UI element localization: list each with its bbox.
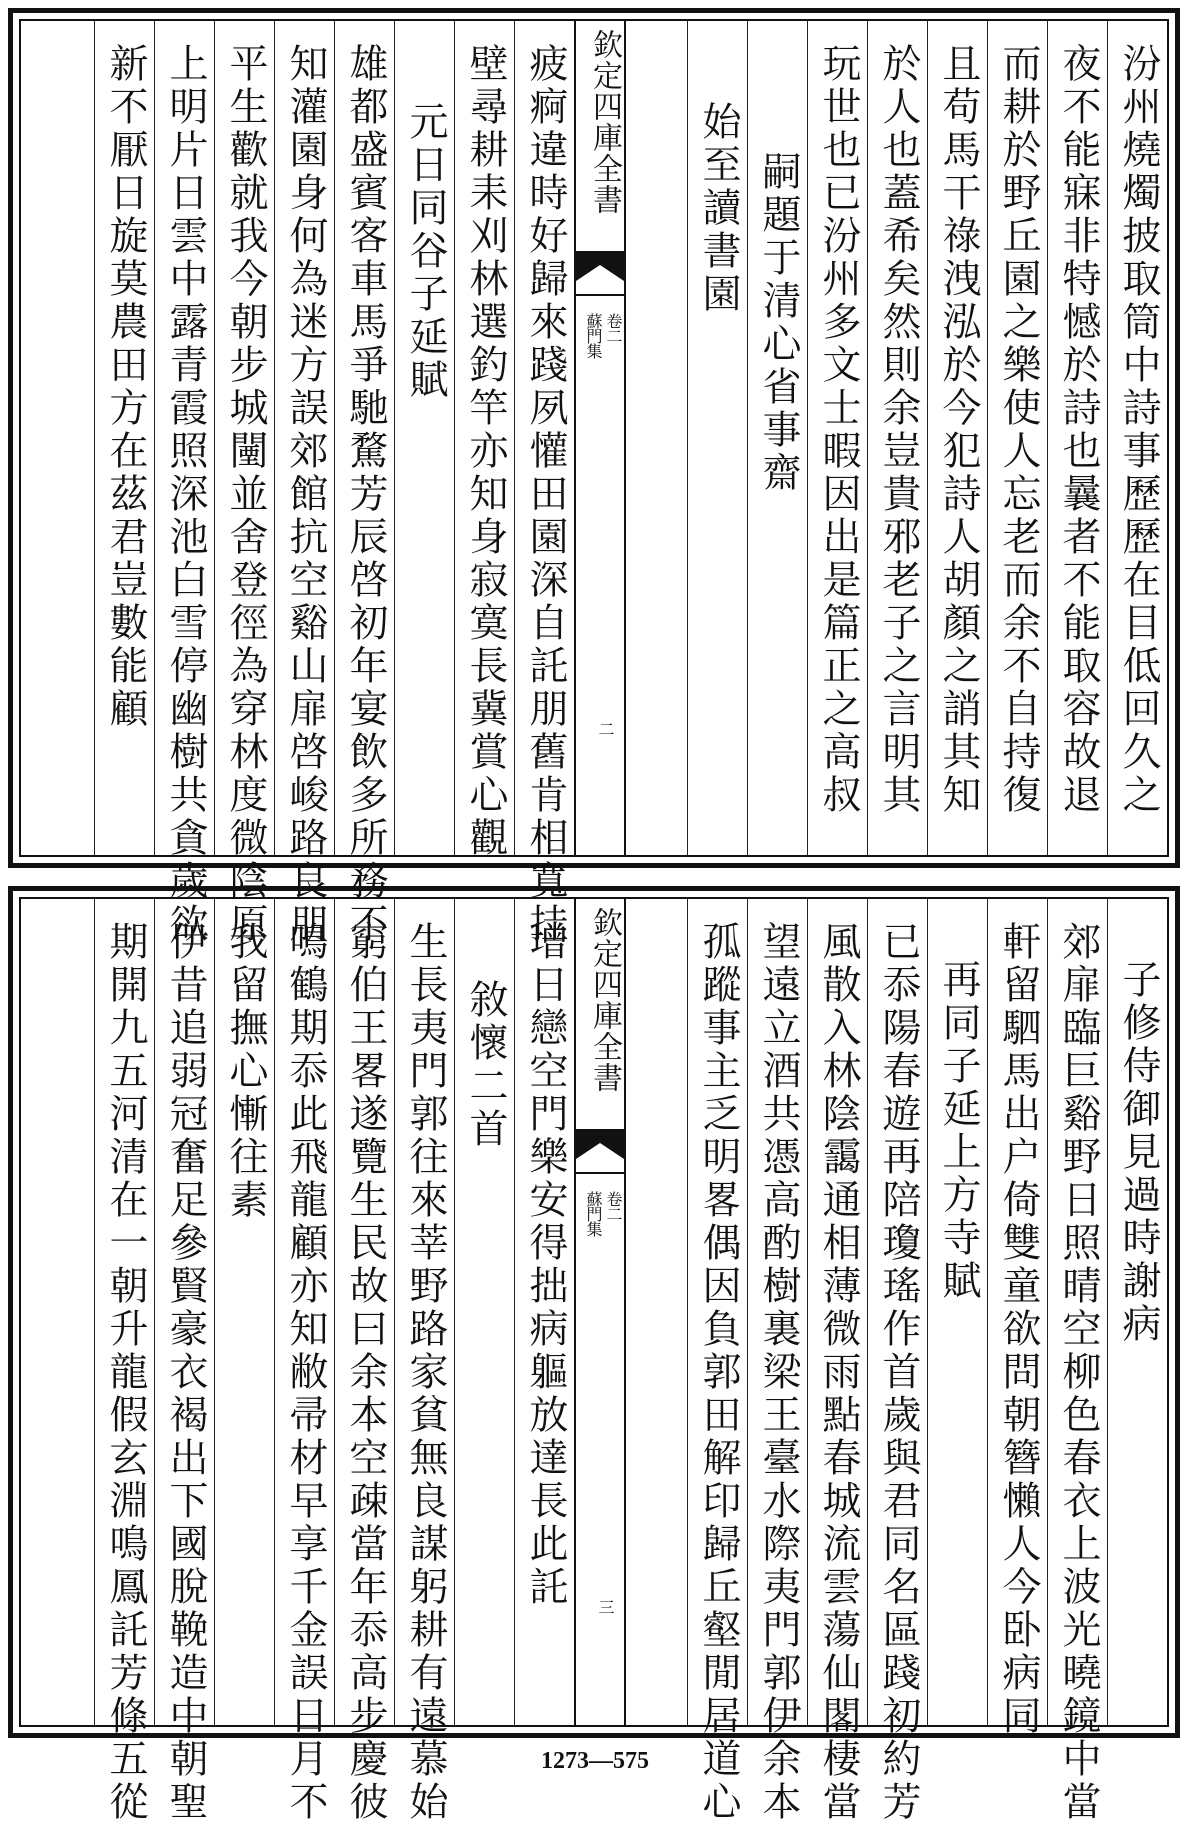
upper-page — [8, 8, 1180, 946]
column-text: 窮伯王畧遂覽生民故曰余本空疎當年忝高步慶彼 — [343, 921, 388, 1824]
text-column — [394, 899, 454, 1824]
text-column — [454, 899, 514, 1725]
text-column — [867, 899, 927, 1824]
column-text: 已忝陽春遊再陪瓊瑤作首歲與君同名區踐初約芳 — [876, 921, 921, 1824]
column-text: 子修侍御見過時謝病 — [1116, 959, 1161, 1346]
column-text: 新不厭日旋莫農田方在茲君豈數能顧 — [103, 43, 148, 731]
text-column — [94, 21, 154, 855]
column-text: 而耕於野丘園之樂使人忘老而余不自持復 — [996, 43, 1041, 817]
column-text: 且苟馬干祿洩泓於今犯詩人胡顏之誚其知 — [936, 43, 981, 817]
book-title: 欽定四庫全書 — [587, 907, 622, 1093]
fish-tail-mark-icon — [576, 1129, 624, 1179]
text-column — [94, 899, 154, 1824]
column-text: 夜不能寐非特憾於詩也曩者不能取容故退 — [1056, 43, 1101, 817]
text-column — [514, 21, 574, 946]
text-column — [334, 21, 394, 946]
column-text: 再同子延上方寺賦 — [936, 959, 981, 1303]
text-column — [747, 899, 807, 1824]
text-column — [1047, 899, 1107, 1824]
text-column — [807, 899, 867, 1824]
page-number: 三 — [596, 1599, 615, 1615]
text-column — [1047, 21, 1107, 855]
column-text: 伊昔追弱冠奮足參賢豪衣褐出下國脫鞔造中朝聖 — [163, 921, 208, 1824]
column-text: 壁尋耕耒刈林選釣竿亦知身寂寞長冀賞心觀 — [463, 43, 508, 860]
collection-name: 蘇門集 — [584, 313, 603, 358]
column-text: 生長夷門郭往來莘野路家貧無良謀躬耕有遠慕始 — [403, 921, 448, 1824]
text-column — [927, 21, 987, 855]
text-column — [274, 899, 334, 1824]
text-column — [987, 899, 1047, 1738]
column-text: 風散入林陰靄通相薄微雨點春城流雲蕩仙閣棲當 — [816, 921, 861, 1824]
volume-label: 卷二 — [604, 1191, 623, 1221]
column-text: 我留撫心慚往素 — [223, 921, 268, 1222]
text-column — [1107, 899, 1167, 1725]
upper-page-frame — [19, 19, 1169, 946]
text-column — [747, 21, 807, 855]
column-text: 增日戀空門樂安得拙病軀放達長此託 — [523, 921, 568, 1609]
text-column — [214, 899, 274, 1725]
text-column — [927, 899, 987, 1725]
column-text: 始至讀書園 — [696, 101, 741, 316]
text-column — [214, 21, 274, 946]
text-column — [687, 21, 747, 855]
column-text: 雄都盛賓客車馬爭馳騖芳辰啓初年宴飲多所務不 — [343, 43, 388, 946]
page-number: 二 — [596, 721, 615, 737]
center-header — [574, 899, 626, 1725]
text-column — [394, 21, 454, 855]
column-text: 於人也蓋希矣然則余豈貴邪老子之言明其 — [876, 43, 921, 817]
column-text: 望遠立酒共憑高酌樹裏梁王臺水際夷門郭伊余本 — [756, 921, 801, 1824]
collection-name: 蘇門集 — [584, 1191, 603, 1236]
text-column — [987, 21, 1047, 855]
column-text: 疲痾違時好歸來踐夙懽田園深自託朋舊肯相寬挂 — [523, 43, 568, 946]
column-text: 上明片日雲中露青霞照深池白雪停幽樹共貪歲欲 — [163, 43, 208, 946]
column-text: 嗣題于清心省事齋 — [756, 151, 801, 495]
text-column — [1107, 21, 1167, 855]
text-column — [867, 21, 927, 855]
text-column — [154, 21, 214, 946]
text-column — [687, 899, 747, 1824]
page-code: 1273—575 — [541, 1748, 649, 1774]
column-text: 軒留駟馬出户倚雙童欲問朝簪懶人今卧病同 — [996, 921, 1041, 1738]
text-column — [514, 899, 574, 1725]
text-column — [807, 21, 867, 855]
text-column — [154, 899, 214, 1824]
column-text: 元日同谷子延賦 — [403, 101, 448, 402]
text-column — [454, 21, 514, 860]
column-text: 敘懷二首 — [463, 979, 508, 1151]
book-title: 欽定四庫全書 — [587, 29, 622, 215]
column-text: 玩世也已汾州多文士暇因出是篇正之高叔 — [816, 43, 861, 817]
text-column — [274, 21, 334, 946]
column-text: 孤蹤事主乏明畧偶因負郭田解印歸丘壑閒居道心 — [696, 921, 741, 1824]
fish-tail-mark-icon — [576, 251, 624, 301]
center-header — [574, 21, 626, 855]
text-column — [334, 899, 394, 1824]
column-text: 期開九五河清在一朝升龍假玄淵鳴鳳託芳條五從 — [103, 921, 148, 1824]
column-text: 平生歡就我今朝步城闉並舍登徑為穿林度微陰原 — [223, 43, 268, 946]
volume-label: 卷二 — [604, 313, 623, 343]
column-text: 知灌園身何為迷方誤郊館抗空谿山扉啓峻路良朋 — [283, 43, 328, 946]
column-text: 汾州燒燭披取筒中詩事歷歷在目低回久之 — [1116, 43, 1161, 817]
column-text: 郊扉臨巨谿野日照晴空柳色春衣上波光曉鏡中當 — [1056, 921, 1101, 1824]
column-text: 鳴鶴期忝此飛龍顧亦知敝帚材早享千金誤日月不 — [283, 921, 328, 1824]
